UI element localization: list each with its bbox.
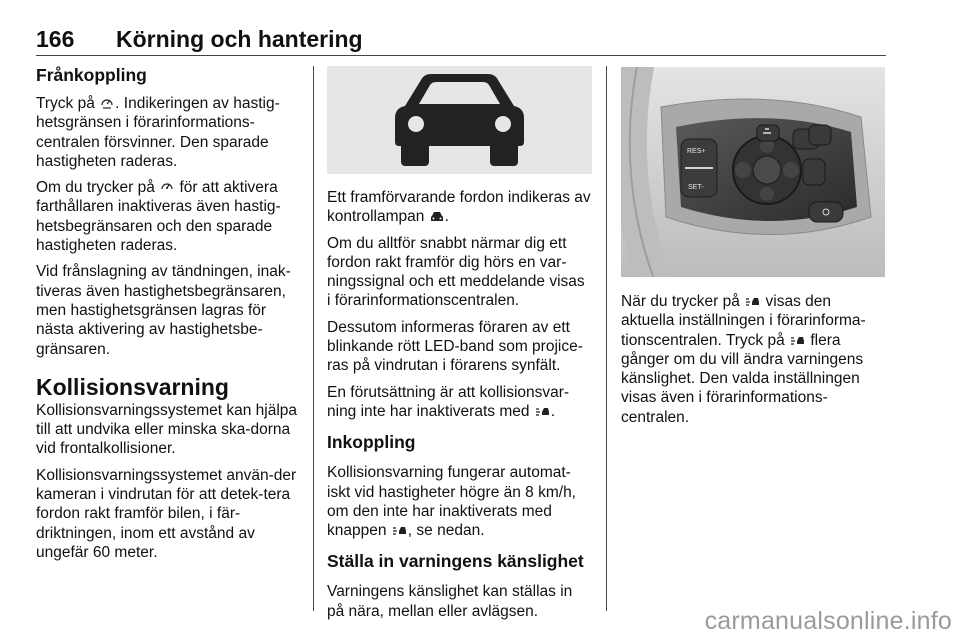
paragraph: Dessutom informeras föraren av ett blinkande rött LED-band som projice-ras på vindrutan i förarens synfält. xyxy=(327,318,583,375)
set-minus-label: SET- xyxy=(688,184,704,191)
column-divider xyxy=(313,66,314,611)
column-2 xyxy=(327,66,592,628)
page-header xyxy=(36,26,886,52)
section-heading-collision-warning: Kollisionsvarning xyxy=(36,373,229,400)
paragraph: Kollisionsvarningssystemet använ-der kameran i vindrutan för att detek-tera fordon rakt framför bilen, i fär-driktningen, inom ett avstånd av ungefär 60 meter. xyxy=(36,466,297,561)
paragraph: Kollisionsvarningssystemet kan hjälpa till att undvika eller minska ska-dorna vid frontalkollisioner. xyxy=(36,401,298,458)
collision-alert-icon xyxy=(392,525,407,537)
speed-limiter-icon xyxy=(100,96,114,110)
paragraph: Varningens känslighet kan ställas in på nära, mellan eller avlägsen. xyxy=(327,583,573,620)
steering-wheel-figure xyxy=(621,67,885,277)
page-number: 166 xyxy=(36,26,75,52)
column-1 xyxy=(36,64,300,569)
collision-alert-icon xyxy=(790,335,805,347)
paragraph: När du trycker på visas den aktuella inställningen i förarinforma-tionscentralen. Tryck på flera gånger om du vill ändra varningens känslighet. Den valda inställningen visas även i förarinformations-centralen. xyxy=(621,293,866,426)
column-3 xyxy=(621,67,885,434)
section-heading-sensitivity: Ställa in varningens känslighet xyxy=(327,551,584,572)
collision-alert-icon xyxy=(535,406,550,418)
collision-alert-icon xyxy=(745,296,760,308)
paragraph: Om du trycker på för att aktivera farthållaren inaktiveras även hastig-hetsbegränsaren och den sparade hastigheten raderas. xyxy=(36,179,281,255)
vehicle-ahead-icon xyxy=(327,66,592,174)
header-rule xyxy=(36,55,886,56)
paragraph: Vid frånslagning av tändningen, inak-tiveras även hastighetsbegränsaren, men hastighetsgränsen lagras för nästa aktivering av hastighetsbe-gränsaren. xyxy=(36,263,291,358)
vehicle-ahead-figure xyxy=(327,66,592,174)
cruise-control-icon xyxy=(160,180,174,194)
column-divider xyxy=(606,66,607,611)
paragraph: Tryck på . Indikeringen av hastig-hetsgränsen i förarinformations-centralen försvinner. Den sparade hastigheten raderas. xyxy=(36,95,280,170)
vehicle-ahead-indicator-icon xyxy=(430,211,444,223)
paragraph: En förutsättning är att kollisionsvar-ning inte har inaktiverats med . xyxy=(327,383,570,420)
watermark: carmanualsonline.info xyxy=(704,607,952,635)
paragraph: Kollisionsvarning fungerar automat-iskt vid hastigheter högre än 8 km/h, om den inte har inaktiverats med knappen , se nedan. xyxy=(327,464,576,540)
running-title: Körning och hantering xyxy=(116,26,363,52)
section-heading-disengage: Frånkoppling xyxy=(36,65,147,85)
section-heading-engage: Inkoppling xyxy=(327,432,416,453)
res-plus-label: RES+ xyxy=(687,148,706,155)
paragraph: Ett framförvarande fordon indikeras av kontrollampan . xyxy=(327,189,591,226)
paragraph: Om du alltför snabbt närmar dig ett fordon rakt framför dig hörs en var-ningssignal och ett meddelande visas i förarinformationscentralen. xyxy=(327,234,585,310)
steering-wheel-controls xyxy=(621,67,885,277)
